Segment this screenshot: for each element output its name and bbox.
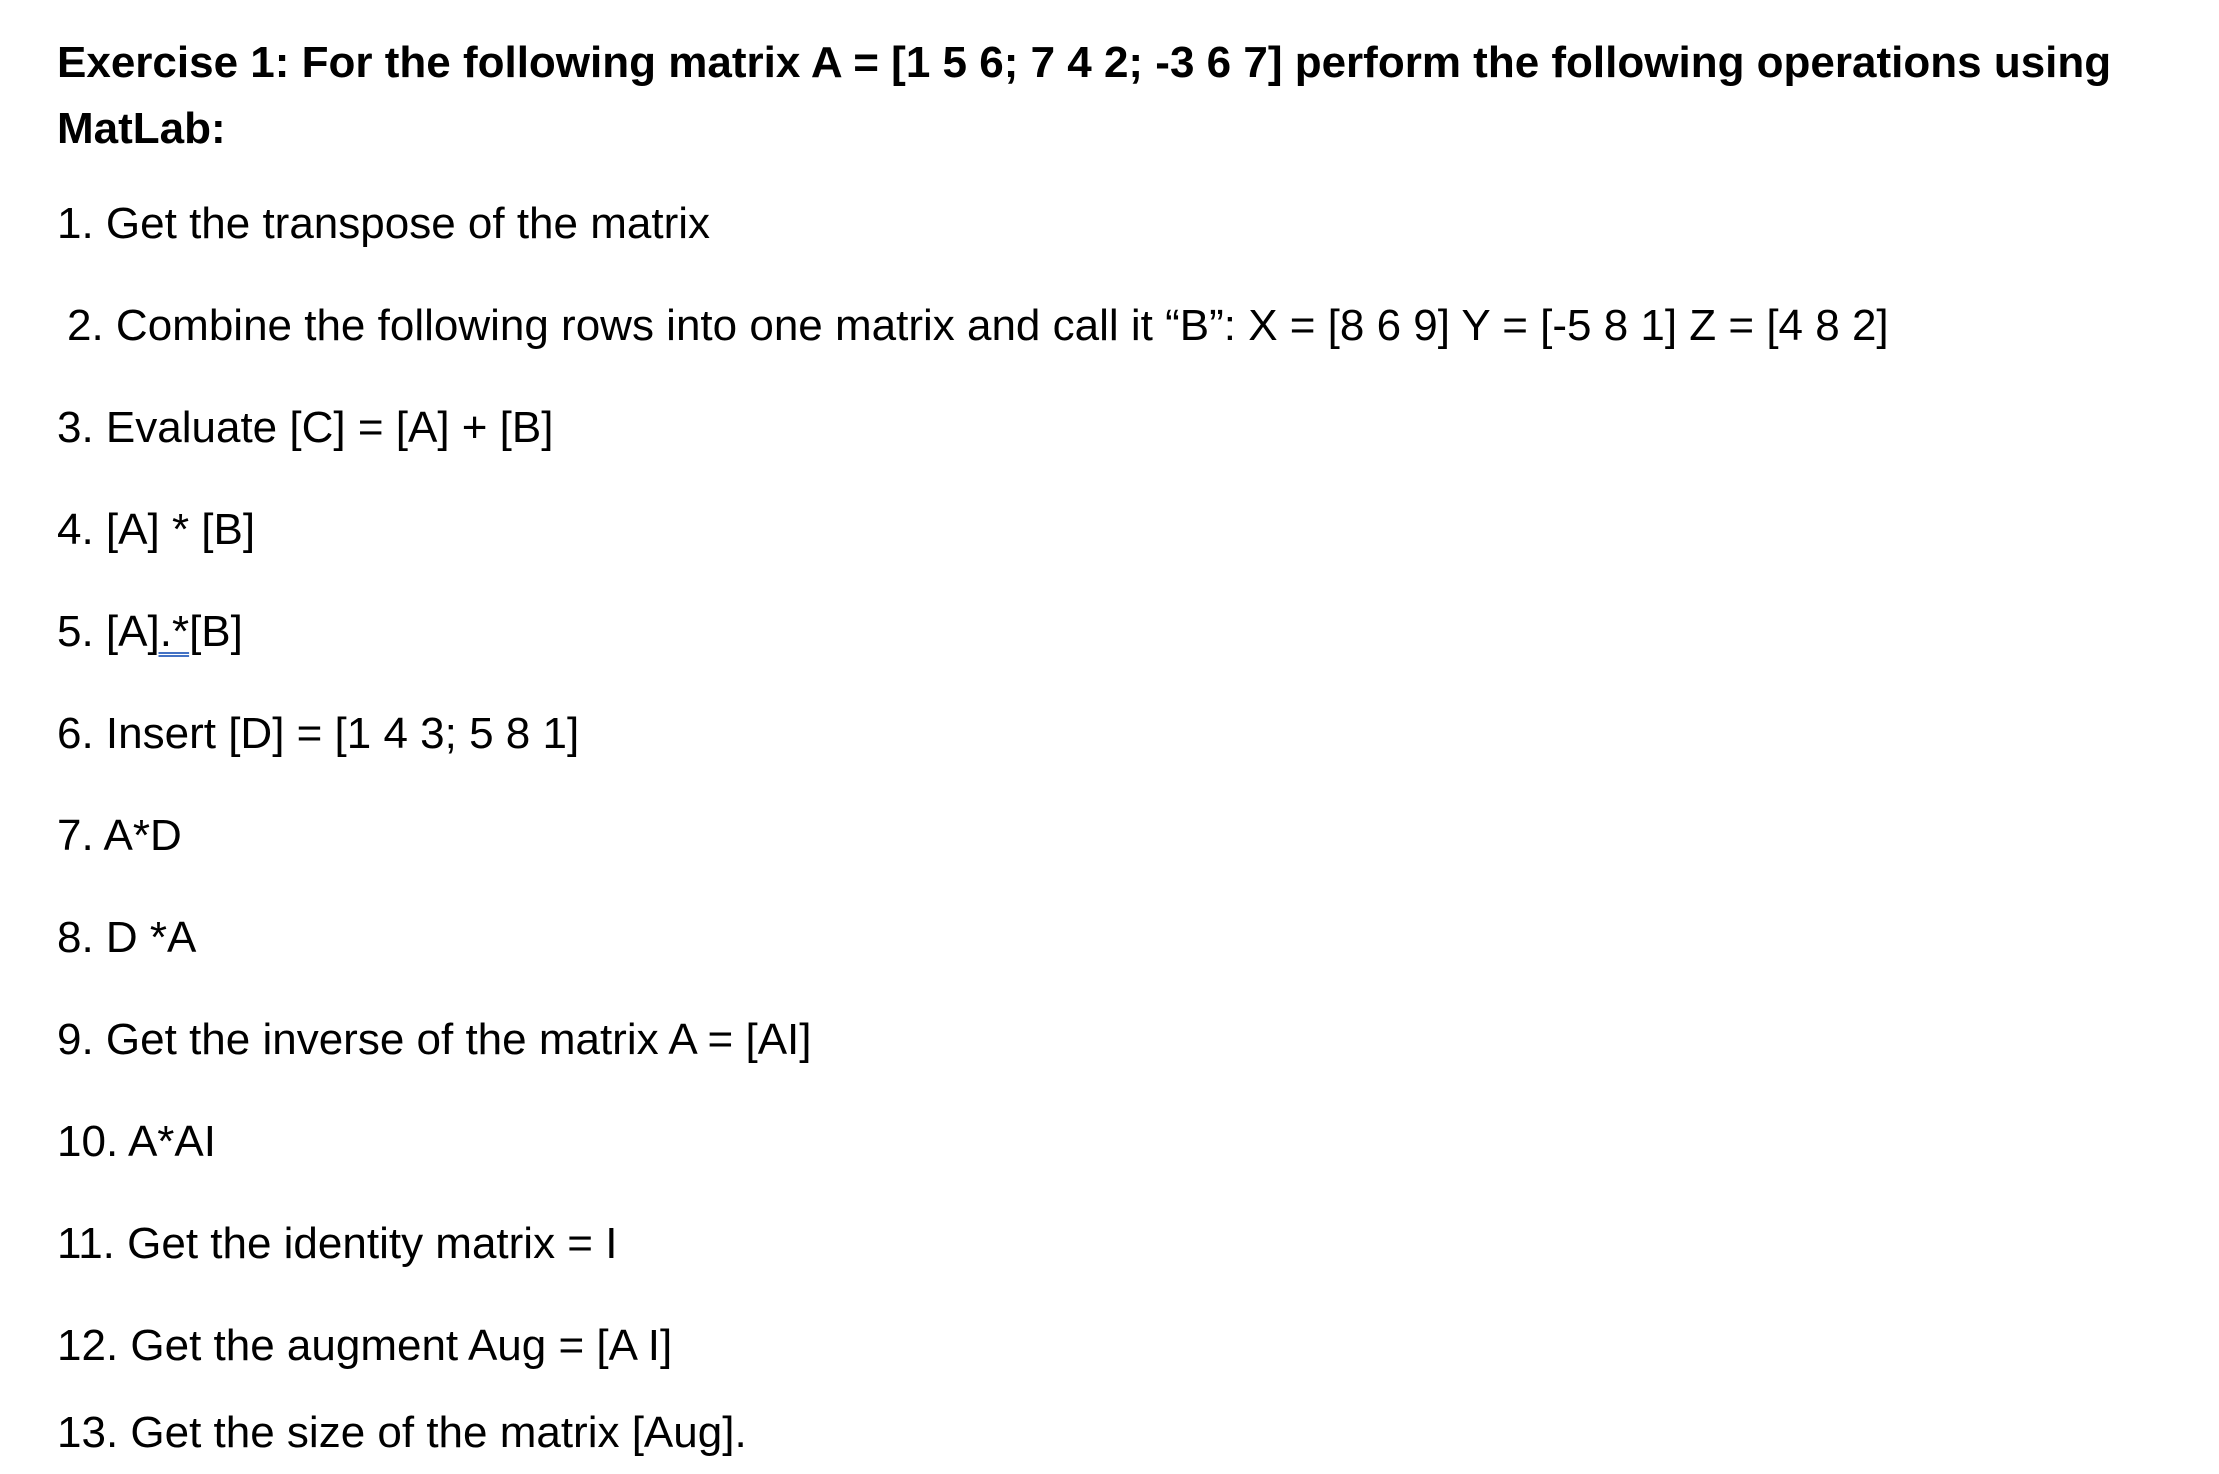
list-item-1: 1. Get the transpose of the matrix: [57, 199, 710, 248]
list-item-10: 10. A*AI: [57, 1117, 217, 1166]
list-item-5: [57, 604, 243, 660]
list-item-4: 4. [A] * [B]: [57, 505, 256, 554]
list-item-6: 6. Insert [D] = [1 4 3; 5 8 1]: [57, 709, 580, 758]
list-item-13: 13. Get the size of the matrix [Aug].: [57, 1408, 747, 1457]
list-item-8: 8. D *A: [57, 913, 197, 962]
list-item-11: 11. Get the identity matrix = I: [57, 1219, 618, 1268]
spellcheck-underline: ].*: [147, 607, 190, 656]
list-item-5-suffix: [B]: [189, 607, 243, 656]
list-item-5-prefix: 5. [A: [57, 607, 148, 656]
list-item-3: 3. Evaluate [C] = [A] + [B]: [57, 403, 554, 452]
list-item-7: 7. A*D: [57, 811, 182, 860]
exercise-heading: Exercise 1: For the following matrix A = [1 5 6; 7 4 2; -3 6 7] perform the following operations using MatLab:: [57, 38, 2112, 153]
list-item-2: 2. Combine the following rows into one matrix and call it “B”: X = [8 6 9] Y = [-5 8 1] Z = [4 8 2]: [67, 301, 1889, 350]
list-item-9: 9. Get the inverse of the matrix A = [AI]: [57, 1015, 812, 1064]
list-item-12: 12. Get the augment Aug = [A I]: [57, 1321, 673, 1370]
